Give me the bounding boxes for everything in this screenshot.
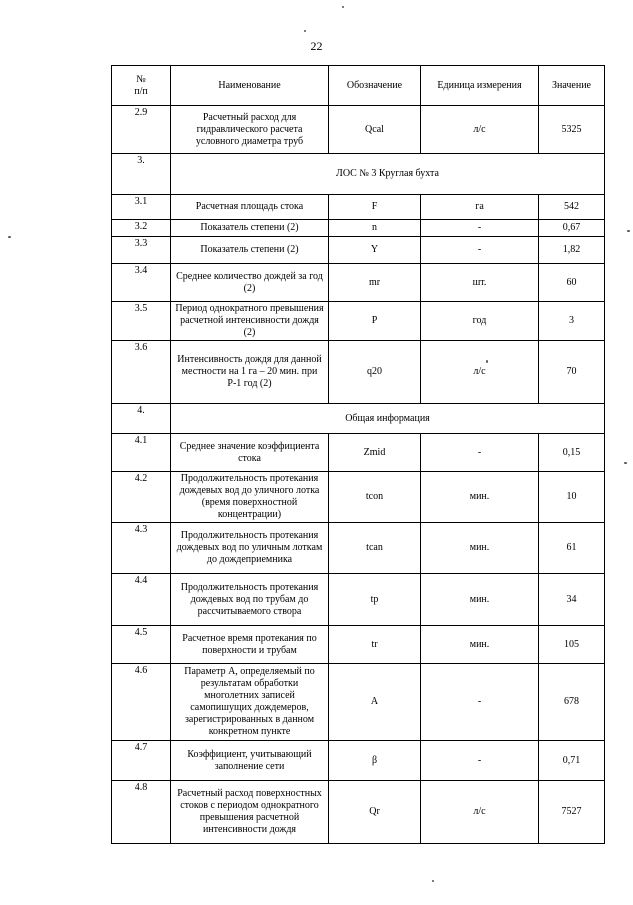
parameter-name: Показатель степени (2) (171, 220, 329, 237)
parameter-unit: шт. (421, 264, 539, 302)
row-number: 3.1 (112, 195, 171, 220)
row-number: 3.3 (112, 237, 171, 264)
section-title: Общая информация (171, 404, 605, 434)
parameter-unit: - (421, 741, 539, 781)
table-row (112, 434, 605, 472)
table-row (112, 264, 605, 302)
section-row (112, 154, 605, 195)
parameter-name: Продолжительность протекания дождевых вод по трубам до рассчитываемого створа (171, 574, 329, 626)
parameter-unit: мин. (421, 472, 539, 523)
parameter-name: Параметр А, определяемый по результатам обработки многолетних записей самопишущих дождемеров, зарегистрированных в данном конкретном пункте (171, 664, 329, 741)
parameter-value: 61 (539, 523, 605, 574)
parameter-name: Период однократного превышения расчетной интенсивности дождя (2) (171, 302, 329, 341)
header-number: № п/п (112, 66, 171, 106)
table-row (112, 237, 605, 264)
parameter-unit: мин. (421, 523, 539, 574)
table-row (112, 472, 605, 523)
parameter-name: Продолжительность протекания дождевых вод до уличного лотка (время поверхностной концентрации) (171, 472, 329, 523)
parameter-name: Показатель степени (2) (171, 237, 329, 264)
table-row (112, 664, 605, 741)
parameter-value: 542 (539, 195, 605, 220)
parameter-value: 0,15 (539, 434, 605, 472)
parameter-name: Среднее количество дождей за год (2) (171, 264, 329, 302)
parameter-symbol: F (329, 195, 421, 220)
scan-speck (432, 880, 434, 882)
parameter-name: Расчетный расход для гидравлического расчета условного диаметра труб (171, 106, 329, 154)
parameter-name: Расчетное время протекания по поверхности и трубам (171, 626, 329, 664)
table-row (112, 220, 605, 237)
row-number: 4.8 (112, 781, 171, 844)
header-symbol: Обозначение (329, 66, 421, 106)
table-header-row (112, 66, 605, 106)
table-row (112, 341, 605, 404)
table-row (112, 741, 605, 781)
parameter-symbol: Qr (329, 781, 421, 844)
scan-speck (8, 236, 11, 238)
parameter-name: Расчетная площадь стока (171, 195, 329, 220)
section-title: ЛОС № 3 Круглая бухта (171, 154, 605, 195)
parameter-name: Расчетный расход поверхностных стоков с периодом однократного превышения расчетной интенсивности дождя (171, 781, 329, 844)
parameter-value: 1,82 (539, 237, 605, 264)
section-row (112, 404, 605, 434)
parameter-symbol: Qcal (329, 106, 421, 154)
parameter-name: Коэффициент, учитывающий заполнение сети (171, 741, 329, 781)
row-number: 3.6 (112, 341, 171, 404)
row-number: 3.4 (112, 264, 171, 302)
parameter-symbol: tp (329, 574, 421, 626)
parameter-symbol: tcan (329, 523, 421, 574)
scan-speck (342, 6, 344, 8)
parameter-name: Интенсивность дождя для данной местности на 1 га – 20 мин. при Р-1 год (2) (171, 341, 329, 404)
scan-speck (627, 230, 630, 232)
parameter-symbol: tr (329, 626, 421, 664)
scan-speck (304, 30, 306, 32)
parameter-unit: л/с (421, 341, 539, 404)
scan-speck (486, 360, 488, 363)
parameter-unit: год (421, 302, 539, 341)
parameter-value: 0,71 (539, 741, 605, 781)
parameter-name: Среднее значение коэффициента стока (171, 434, 329, 472)
parameter-value: 10 (539, 472, 605, 523)
parameter-value: 60 (539, 264, 605, 302)
table-row (112, 574, 605, 626)
parameter-symbol: β (329, 741, 421, 781)
parameter-value: 7527 (539, 781, 605, 844)
parameter-symbol: Zmid (329, 434, 421, 472)
table-row (112, 781, 605, 844)
row-number: 4. (112, 404, 171, 434)
parameter-value: 0,67 (539, 220, 605, 237)
parameter-symbol: n (329, 220, 421, 237)
row-number: 4.1 (112, 434, 171, 472)
scan-speck (624, 462, 627, 464)
row-number: 2.9 (112, 106, 171, 154)
header-name: Наименование (171, 66, 329, 106)
row-number: 4.4 (112, 574, 171, 626)
header-value: Значение (539, 66, 605, 106)
parameter-unit: - (421, 220, 539, 237)
parameter-symbol: tcon (329, 472, 421, 523)
row-number: 4.2 (112, 472, 171, 523)
row-number: 4.6 (112, 664, 171, 741)
table-row (112, 106, 605, 154)
parameter-unit: мин. (421, 626, 539, 664)
parameter-unit: л/с (421, 106, 539, 154)
row-number: 3. (112, 154, 171, 195)
parameter-value: 678 (539, 664, 605, 741)
row-number: 3.5 (112, 302, 171, 341)
parameter-symbol: A (329, 664, 421, 741)
parameter-unit: - (421, 237, 539, 264)
table-row (112, 302, 605, 341)
table-row (112, 195, 605, 220)
parameter-symbol: Y (329, 237, 421, 264)
parameter-unit: га (421, 195, 539, 220)
page-number: 22 (310, 39, 323, 53)
parameter-value: 70 (539, 341, 605, 404)
parameter-unit: - (421, 664, 539, 741)
table-row (112, 523, 605, 574)
parameter-unit: мин. (421, 574, 539, 626)
row-number: 4.3 (112, 523, 171, 574)
parameter-unit: - (421, 434, 539, 472)
parameter-symbol: P (329, 302, 421, 341)
parameter-unit: л/с (421, 781, 539, 844)
header-unit: Единица измерения (421, 66, 539, 106)
row-number: 3.2 (112, 220, 171, 237)
parameter-name: Продолжительность протекания дождевых вод по уличным лоткам до дождеприемника (171, 523, 329, 574)
parameters-table (111, 65, 605, 844)
parameter-symbol: mr (329, 264, 421, 302)
parameter-value: 105 (539, 626, 605, 664)
parameter-symbol: q20 (329, 341, 421, 404)
parameter-value: 5325 (539, 106, 605, 154)
table-row (112, 626, 605, 664)
parameter-value: 3 (539, 302, 605, 341)
row-number: 4.7 (112, 741, 171, 781)
parameter-value: 34 (539, 574, 605, 626)
row-number: 4.5 (112, 626, 171, 664)
